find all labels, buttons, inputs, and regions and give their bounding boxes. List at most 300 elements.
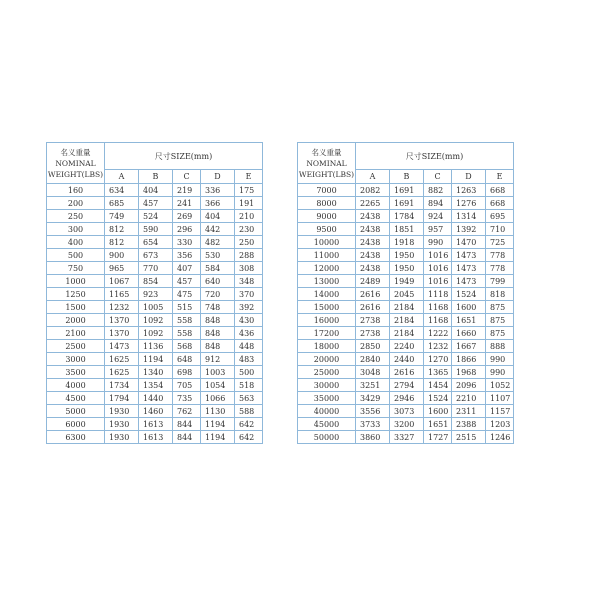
size-cell: 818 <box>486 288 514 301</box>
size-cell: 219 <box>173 184 201 197</box>
size-cell: 762 <box>173 405 201 418</box>
size-cell: 558 <box>173 314 201 327</box>
weight-cell: 6300 <box>47 431 105 444</box>
size-cell: 990 <box>424 236 452 249</box>
table-row <box>47 210 263 223</box>
size-cell: 1691 <box>390 197 424 210</box>
size-cell: 698 <box>173 366 201 379</box>
size-cell: 2794 <box>390 379 424 392</box>
table-row <box>298 379 514 392</box>
size-cell: 1107 <box>486 392 514 405</box>
weight-cell: 8000 <box>298 197 356 210</box>
size-cell: 668 <box>486 184 514 197</box>
size-cell: 844 <box>173 418 201 431</box>
table-row <box>298 366 514 379</box>
size-cell: 3073 <box>390 405 424 418</box>
weight-cell: 400 <box>47 236 105 249</box>
size-cell: 1092 <box>139 327 173 340</box>
size-cell: 1949 <box>390 275 424 288</box>
column-header-d: D <box>452 170 486 184</box>
table-row <box>298 405 514 418</box>
column-header-b: B <box>390 170 424 184</box>
size-cell: 1473 <box>452 275 486 288</box>
size-cell: 515 <box>173 301 201 314</box>
size-cell: 854 <box>139 275 173 288</box>
size-header: 尺寸SIZE(mm) <box>356 143 514 170</box>
size-cell: 518 <box>235 379 263 392</box>
size-cell: 348 <box>235 275 263 288</box>
size-cell: 812 <box>105 223 139 236</box>
size-cell: 1016 <box>424 275 452 288</box>
size-cell: 710 <box>486 223 514 236</box>
size-cell: 654 <box>139 236 173 249</box>
size-cell: 2240 <box>390 340 424 353</box>
table-row <box>298 184 514 197</box>
size-cell: 900 <box>105 249 139 262</box>
weight-header <box>47 143 105 184</box>
size-cell: 2438 <box>356 223 390 236</box>
size-cell: 3733 <box>356 418 390 431</box>
size-cell: 2438 <box>356 262 390 275</box>
size-cell: 748 <box>201 301 235 314</box>
table-row <box>47 405 263 418</box>
weight-cell: 10000 <box>298 236 356 249</box>
size-cell: 1232 <box>424 340 452 353</box>
table-row <box>47 184 263 197</box>
size-cell: 2850 <box>356 340 390 353</box>
table-row <box>298 249 514 262</box>
size-cell: 442 <box>201 223 235 236</box>
size-cell: 1370 <box>105 327 139 340</box>
column-header-b: B <box>139 170 173 184</box>
size-cell: 957 <box>424 223 452 236</box>
size-cell: 1600 <box>452 301 486 314</box>
size-cell: 1651 <box>424 418 452 431</box>
table-row <box>47 366 263 379</box>
table-row <box>298 327 514 340</box>
size-cell: 3251 <box>356 379 390 392</box>
weight-cell: 1250 <box>47 288 105 301</box>
size-cell: 2184 <box>390 314 424 327</box>
size-cell: 2311 <box>452 405 486 418</box>
weight-cell: 30000 <box>298 379 356 392</box>
column-header-e: E <box>486 170 514 184</box>
size-cell: 2616 <box>356 301 390 314</box>
size-cell: 2840 <box>356 353 390 366</box>
size-cell: 2616 <box>356 288 390 301</box>
size-cell: 1691 <box>390 184 424 197</box>
size-cell: 848 <box>201 314 235 327</box>
size-cell: 1016 <box>424 262 452 275</box>
size-cell: 1263 <box>452 184 486 197</box>
size-cell: 1784 <box>390 210 424 223</box>
size-cell: 1194 <box>201 418 235 431</box>
size-cell: 288 <box>235 249 263 262</box>
size-cell: 1660 <box>452 327 486 340</box>
size-cell: 705 <box>173 379 201 392</box>
size-cell: 1613 <box>139 431 173 444</box>
size-cell: 500 <box>235 366 263 379</box>
table-row <box>47 392 263 405</box>
table-row <box>298 223 514 236</box>
size-cell: 2738 <box>356 327 390 340</box>
size-cell: 568 <box>173 340 201 353</box>
table-row <box>298 301 514 314</box>
table-row <box>47 275 263 288</box>
table-row <box>47 301 263 314</box>
size-cell: 1440 <box>139 392 173 405</box>
weight-cell: 4000 <box>47 379 105 392</box>
size-cell: 1930 <box>105 431 139 444</box>
size-cell: 1613 <box>139 418 173 431</box>
size-cell: 844 <box>173 431 201 444</box>
size-cell: 407 <box>173 262 201 275</box>
table-row <box>298 197 514 210</box>
size-cell: 1168 <box>424 301 452 314</box>
size-cell: 1246 <box>486 431 514 444</box>
size-cell: 990 <box>486 366 514 379</box>
table-row <box>47 262 263 275</box>
size-cell: 524 <box>139 210 173 223</box>
size-cell: 530 <box>201 249 235 262</box>
weight-header <box>298 143 356 184</box>
size-cell: 483 <box>235 353 263 366</box>
size-cell: 1734 <box>105 379 139 392</box>
size-cell: 2738 <box>356 314 390 327</box>
weight-cell: 2000 <box>47 314 105 327</box>
size-cell: 1118 <box>424 288 452 301</box>
size-cell: 1866 <box>452 353 486 366</box>
size-cell: 269 <box>173 210 201 223</box>
table-row <box>47 418 263 431</box>
size-cell: 799 <box>486 275 514 288</box>
weight-header-en: NOMINAL <box>306 158 347 168</box>
column-header-c: C <box>424 170 452 184</box>
size-cell: 356 <box>173 249 201 262</box>
weight-cell: 200 <box>47 197 105 210</box>
weight-cell: 3500 <box>47 366 105 379</box>
size-cell: 175 <box>235 184 263 197</box>
table-row <box>47 353 263 366</box>
size-cell: 648 <box>173 353 201 366</box>
size-cell: 1276 <box>452 197 486 210</box>
size-cell: 2440 <box>390 353 424 366</box>
weight-cell: 50000 <box>298 431 356 444</box>
weight-cell: 5000 <box>47 405 105 418</box>
size-cell: 888 <box>486 340 514 353</box>
size-cell: 685 <box>105 197 139 210</box>
size-cell: 1016 <box>424 249 452 262</box>
size-cell: 482 <box>201 236 235 249</box>
size-cell: 875 <box>486 314 514 327</box>
table-row <box>298 262 514 275</box>
size-cell: 2515 <box>452 431 486 444</box>
weight-cell: 13000 <box>298 275 356 288</box>
size-cell: 1950 <box>390 262 424 275</box>
weight-header-cn: 名义重量 <box>60 147 91 157</box>
size-cell: 3860 <box>356 431 390 444</box>
size-cell: 848 <box>201 340 235 353</box>
size-cell: 1354 <box>139 379 173 392</box>
size-cell: 640 <box>201 275 235 288</box>
size-cell: 1365 <box>424 366 452 379</box>
weight-cell: 7000 <box>298 184 356 197</box>
size-cell: 1794 <box>105 392 139 405</box>
size-cell: 770 <box>139 262 173 275</box>
size-cell: 2388 <box>452 418 486 431</box>
size-cell: 749 <box>105 210 139 223</box>
size-cell: 2438 <box>356 210 390 223</box>
size-cell: 1851 <box>390 223 424 236</box>
table-row <box>298 314 514 327</box>
size-cell: 923 <box>139 288 173 301</box>
size-cell: 2184 <box>390 301 424 314</box>
size-cell: 1667 <box>452 340 486 353</box>
size-cell: 404 <box>201 210 235 223</box>
size-cell: 1918 <box>390 236 424 249</box>
size-cell: 673 <box>139 249 173 262</box>
column-header-a: A <box>105 170 139 184</box>
weight-cell: 40000 <box>298 405 356 418</box>
table-row <box>47 249 263 262</box>
size-cell: 990 <box>486 353 514 366</box>
size-cell: 695 <box>486 210 514 223</box>
size-cell: 1067 <box>105 275 139 288</box>
table-row <box>47 223 263 236</box>
size-cell: 3556 <box>356 405 390 418</box>
size-cell: 588 <box>235 405 263 418</box>
size-cell: 720 <box>201 288 235 301</box>
size-cell: 1005 <box>139 301 173 314</box>
left-size-table <box>46 142 263 444</box>
weight-cell: 4500 <box>47 392 105 405</box>
table-row <box>298 236 514 249</box>
table-row <box>47 236 263 249</box>
size-cell: 1340 <box>139 366 173 379</box>
size-cell: 2616 <box>390 366 424 379</box>
size-cell: 1370 <box>105 314 139 327</box>
size-cell: 912 <box>201 353 235 366</box>
size-cell: 366 <box>201 197 235 210</box>
size-cell: 296 <box>173 223 201 236</box>
size-cell: 436 <box>235 327 263 340</box>
size-cell: 642 <box>235 431 263 444</box>
weight-cell: 18000 <box>298 340 356 353</box>
size-cell: 1930 <box>105 405 139 418</box>
size-cell: 1232 <box>105 301 139 314</box>
size-cell: 1625 <box>105 353 139 366</box>
size-cell: 1600 <box>424 405 452 418</box>
size-cell: 1524 <box>424 392 452 405</box>
size-cell: 1930 <box>105 418 139 431</box>
size-cell: 1470 <box>452 236 486 249</box>
size-cell: 3200 <box>390 418 424 431</box>
table-row <box>47 431 263 444</box>
size-cell: 882 <box>424 184 452 197</box>
column-header-c: C <box>173 170 201 184</box>
weight-cell: 35000 <box>298 392 356 405</box>
size-cell: 3048 <box>356 366 390 379</box>
size-cell: 924 <box>424 210 452 223</box>
weight-cell: 9000 <box>298 210 356 223</box>
table-row <box>298 392 514 405</box>
size-cell: 430 <box>235 314 263 327</box>
weight-cell: 1500 <box>47 301 105 314</box>
weight-cell: 11000 <box>298 249 356 262</box>
column-header-a: A <box>356 170 390 184</box>
size-cell: 3429 <box>356 392 390 405</box>
table-row <box>47 340 263 353</box>
size-cell: 475 <box>173 288 201 301</box>
size-cell: 668 <box>486 197 514 210</box>
size-cell: 250 <box>235 236 263 249</box>
weight-cell: 2100 <box>47 327 105 340</box>
size-cell: 1968 <box>452 366 486 379</box>
weight-cell: 250 <box>47 210 105 223</box>
size-cell: 1651 <box>452 314 486 327</box>
size-cell: 1136 <box>139 340 173 353</box>
size-cell: 2082 <box>356 184 390 197</box>
size-cell: 370 <box>235 288 263 301</box>
size-cell: 590 <box>139 223 173 236</box>
weight-cell: 14000 <box>298 288 356 301</box>
weight-cell: 160 <box>47 184 105 197</box>
size-cell: 1454 <box>424 379 452 392</box>
right-size-table <box>297 142 514 444</box>
size-cell: 2438 <box>356 236 390 249</box>
weight-cell: 15000 <box>298 301 356 314</box>
size-cell: 2210 <box>452 392 486 405</box>
size-cell: 1270 <box>424 353 452 366</box>
size-cell: 1066 <box>201 392 235 405</box>
size-cell: 1194 <box>201 431 235 444</box>
table-row <box>298 340 514 353</box>
table-row <box>47 379 263 392</box>
size-cell: 1203 <box>486 418 514 431</box>
size-cell: 894 <box>424 197 452 210</box>
size-cell: 2184 <box>390 327 424 340</box>
weight-cell: 12000 <box>298 262 356 275</box>
size-cell: 404 <box>139 184 173 197</box>
table-row <box>47 314 263 327</box>
weight-header-en: NOMINAL <box>55 158 96 168</box>
size-cell: 875 <box>486 301 514 314</box>
weight-cell: 16000 <box>298 314 356 327</box>
column-header-e: E <box>235 170 263 184</box>
weight-cell: 500 <box>47 249 105 262</box>
size-cell: 558 <box>173 327 201 340</box>
size-cell: 634 <box>105 184 139 197</box>
weight-header-unit: WEIGHT(LBS) <box>47 169 104 179</box>
size-cell: 1625 <box>105 366 139 379</box>
size-cell: 2946 <box>390 392 424 405</box>
size-cell: 392 <box>235 301 263 314</box>
size-cell: 448 <box>235 340 263 353</box>
table-row <box>298 353 514 366</box>
weight-cell: 1000 <box>47 275 105 288</box>
size-cell: 336 <box>201 184 235 197</box>
size-cell: 2045 <box>390 288 424 301</box>
table-row <box>298 210 514 223</box>
size-cell: 2096 <box>452 379 486 392</box>
size-cell: 778 <box>486 262 514 275</box>
size-cell: 1473 <box>105 340 139 353</box>
size-cell: 563 <box>235 392 263 405</box>
size-cell: 965 <box>105 262 139 275</box>
size-cell: 1727 <box>424 431 452 444</box>
size-cell: 1524 <box>452 288 486 301</box>
size-cell: 725 <box>486 236 514 249</box>
size-cell: 1950 <box>390 249 424 262</box>
weight-header-cn: 名义重量 <box>311 147 342 157</box>
size-cell: 1222 <box>424 327 452 340</box>
weight-cell: 300 <box>47 223 105 236</box>
size-cell: 1392 <box>452 223 486 236</box>
size-cell: 584 <box>201 262 235 275</box>
size-cell: 3327 <box>390 431 424 444</box>
table-row <box>298 275 514 288</box>
size-cell: 1052 <box>486 379 514 392</box>
size-cell: 848 <box>201 327 235 340</box>
size-cell: 330 <box>173 236 201 249</box>
size-cell: 1168 <box>424 314 452 327</box>
size-cell: 1165 <box>105 288 139 301</box>
size-cell: 1157 <box>486 405 514 418</box>
size-cell: 735 <box>173 392 201 405</box>
size-cell: 1473 <box>452 249 486 262</box>
size-cell: 875 <box>486 327 514 340</box>
size-cell: 1194 <box>139 353 173 366</box>
size-cell: 2265 <box>356 197 390 210</box>
size-cell: 230 <box>235 223 263 236</box>
weight-cell: 2500 <box>47 340 105 353</box>
size-cell: 1460 <box>139 405 173 418</box>
size-cell: 812 <box>105 236 139 249</box>
size-cell: 241 <box>173 197 201 210</box>
size-header: 尺寸SIZE(mm) <box>105 143 263 170</box>
weight-header-unit: WEIGHT(LBS) <box>298 169 355 179</box>
size-cell: 457 <box>139 197 173 210</box>
size-cell: 1054 <box>201 379 235 392</box>
column-header-d: D <box>201 170 235 184</box>
table-row <box>47 197 263 210</box>
size-cell: 2438 <box>356 249 390 262</box>
weight-cell: 20000 <box>298 353 356 366</box>
size-cell: 2489 <box>356 275 390 288</box>
weight-cell: 750 <box>47 262 105 275</box>
size-cell: 778 <box>486 249 514 262</box>
table-row <box>47 288 263 301</box>
weight-cell: 25000 <box>298 366 356 379</box>
size-cell: 457 <box>173 275 201 288</box>
size-cell: 1314 <box>452 210 486 223</box>
table-row <box>298 418 514 431</box>
size-cell: 191 <box>235 197 263 210</box>
size-cell: 1130 <box>201 405 235 418</box>
size-cell: 1473 <box>452 262 486 275</box>
size-cell: 1092 <box>139 314 173 327</box>
size-cell: 210 <box>235 210 263 223</box>
weight-cell: 45000 <box>298 418 356 431</box>
weight-cell: 9500 <box>298 223 356 236</box>
size-cell: 1003 <box>201 366 235 379</box>
table-row <box>298 288 514 301</box>
table-row <box>298 431 514 444</box>
size-cell: 642 <box>235 418 263 431</box>
weight-cell: 6000 <box>47 418 105 431</box>
weight-cell: 17200 <box>298 327 356 340</box>
table-row <box>47 327 263 340</box>
